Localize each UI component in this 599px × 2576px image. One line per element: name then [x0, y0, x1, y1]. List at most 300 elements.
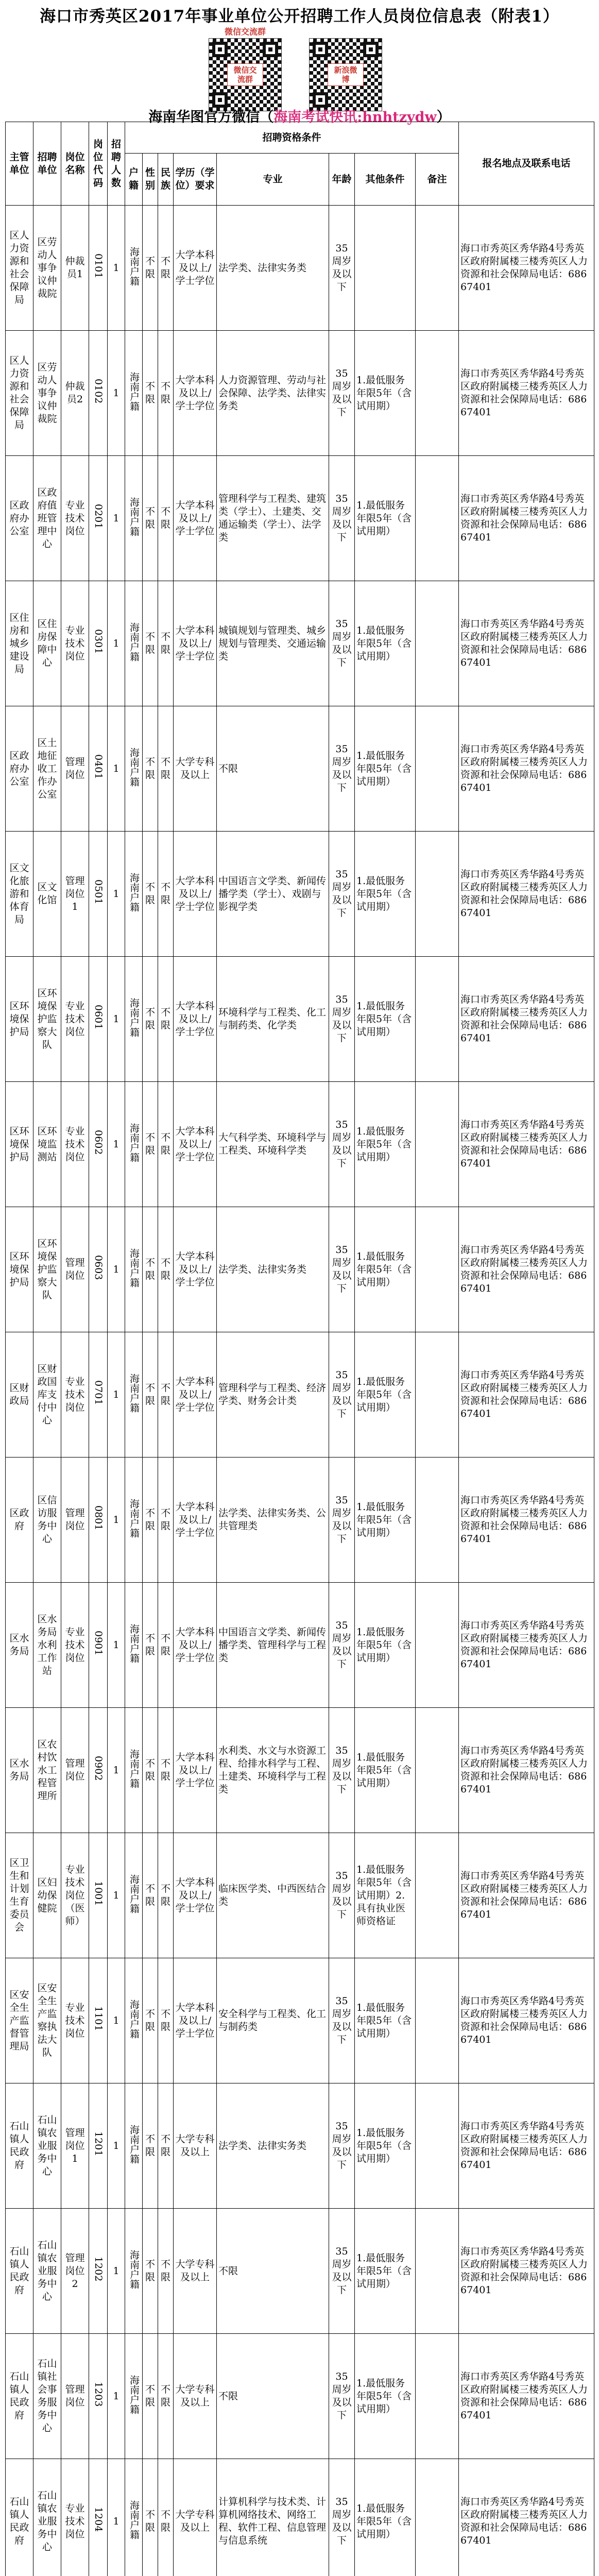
row-ethnicity: 不限: [158, 706, 174, 832]
row-hiring-unit: 石山镇农业服务中心: [33, 2459, 61, 2576]
row-age: 35周岁及以下: [329, 706, 355, 832]
row-code: [89, 2459, 108, 2576]
row-position: 仲裁员2: [61, 331, 89, 456]
row-major: 管理科学与工程类、经济学类、财务会计类: [217, 1332, 329, 1458]
row-major: 中国语言文学类、新闻传播学类、管理科学与工程类: [217, 1583, 329, 1708]
row-unit: 区卫生和计划生育委员会: [6, 1833, 33, 1958]
row-other: 1.最低服务年限5年（含试用期）: [355, 1958, 416, 2083]
row-hukou-text: 海南户籍: [128, 997, 140, 1037]
row-education: 大学本科及以上/学士学位: [174, 1708, 217, 1833]
row-other: 1.最低服务年限5年（含试用期）: [355, 2459, 416, 2576]
row-age: 35周岁及以下: [329, 1583, 355, 1708]
row-position: 专业技术岗位: [61, 2459, 89, 2576]
row-count: 1: [108, 832, 125, 957]
row-count: 1: [108, 581, 125, 706]
row-remark: [416, 706, 459, 832]
row-education: 大学本科及以上/学士学位: [174, 206, 217, 331]
table-row: [6, 2083, 594, 2209]
row-age: 35周岁及以下: [329, 2459, 355, 2576]
row-code-text: 0701: [93, 1380, 104, 1405]
row-remark: [416, 456, 459, 581]
row-major: 管理科学与工程类、建筑类（学士）、土建类、交通运输类（学士）、法学类: [217, 456, 329, 581]
row-position: 管理岗位2: [61, 2209, 89, 2334]
row-remark: [416, 1082, 459, 1207]
col-gender: 性别: [143, 154, 158, 206]
row-count: 1: [108, 1583, 125, 1708]
col-hukou: 户籍: [125, 154, 143, 206]
col-count: 招聘人数: [108, 122, 125, 206]
row-unit: 区人力资源和社会保障局: [6, 331, 33, 456]
table-row: [6, 1082, 594, 1207]
row-hukou: [125, 1332, 143, 1458]
table-row: [6, 1958, 594, 2083]
row-code: [89, 1583, 108, 1708]
row-position: 专业技术岗位: [61, 1332, 89, 1458]
row-hukou-text: 海南户籍: [128, 2249, 140, 2289]
row-code-text: 1202: [93, 2257, 104, 2282]
row-code-text: 0601: [93, 1005, 104, 1030]
row-position: 管理岗位: [61, 1207, 89, 1332]
row-code: [89, 1207, 108, 1332]
row-code-text: 1001: [93, 1881, 104, 1906]
row-ethnicity: 不限: [158, 2083, 174, 2209]
wechat-group-qr: [206, 26, 284, 111]
row-location: 海口市秀英区秀华路4号秀英区政府附属楼三楼秀英区人力资源和社会保障局电话：68667401: [459, 456, 594, 581]
row-gender: 不限: [143, 1583, 158, 1708]
row-hukou-text: 海南户籍: [128, 1123, 140, 1162]
row-remark: [416, 1458, 459, 1583]
row-remark: [416, 581, 459, 706]
row-code-text: 1203: [93, 2382, 104, 2407]
row-code-text: 0902: [93, 1756, 104, 1781]
row-hukou: [125, 2083, 143, 2209]
row-gender: 不限: [143, 2209, 158, 2334]
row-hukou-text: 海南户籍: [128, 1248, 140, 1287]
row-remark: [416, 1207, 459, 1332]
row-code-text: 0603: [93, 1255, 104, 1280]
table-row: [6, 1833, 594, 1958]
row-education: 大学本科及以上/学士学位: [174, 1207, 217, 1332]
row-location: 海口市秀英区秀华路4号秀英区政府附属楼三楼秀英区人力资源和社会保障局电话：68667401: [459, 1958, 594, 2083]
row-position: 专业技术岗位: [61, 1082, 89, 1207]
table-row: [6, 331, 594, 456]
table-row: [6, 1583, 594, 1708]
qr-code-icon: [209, 38, 282, 111]
row-count: 1: [108, 1458, 125, 1583]
row-count: 1: [108, 2209, 125, 2334]
col-education: 学历（学位）要求: [174, 154, 217, 206]
row-unit: 区政府办公室: [6, 456, 33, 581]
row-age: 35周岁及以下: [329, 456, 355, 581]
row-major: 安全科学与工程类、化工与制药类: [217, 1958, 329, 2083]
row-other: 1.最低服务年限5年（含试用期）: [355, 1583, 416, 1708]
row-count: 1: [108, 1332, 125, 1458]
qr-code-icon: [309, 38, 382, 111]
row-gender: 不限: [143, 706, 158, 832]
row-other: 1.最低服务年限5年（含试用期）: [355, 2209, 416, 2334]
row-count: 1: [108, 1207, 125, 1332]
row-position: 管理岗位1: [61, 832, 89, 957]
row-code: [89, 2083, 108, 2209]
row-code-text: 1201: [93, 2131, 104, 2157]
row-other: 1.最低服务年限5年（含试用期）: [355, 1708, 416, 1833]
row-hukou: [125, 1833, 143, 1958]
col-conditions-group: 招聘资格条件: [125, 122, 459, 154]
row-major: 临床医学类、中西医结合类: [217, 1833, 329, 1958]
positions-table: [5, 122, 594, 2576]
row-other: 1.最低服务年限5年（含试用期）: [355, 456, 416, 581]
wechat-account-name: 海南考试快讯:hnhtzydw: [273, 109, 437, 125]
row-education: 大学本科及以上/学士学位: [174, 456, 217, 581]
row-hiring-unit: 区政府值班管理中心: [33, 456, 61, 581]
row-age: 35周岁及以下: [329, 2083, 355, 2209]
row-age: 35周岁及以下: [329, 2209, 355, 2334]
row-education: 大学专科及以上: [174, 2334, 217, 2459]
row-hukou-text: 海南户籍: [128, 2500, 140, 2539]
row-hiring-unit: 区信访服务中心: [33, 1458, 61, 1583]
row-hukou-text: 海南户籍: [128, 497, 140, 536]
row-ethnicity: 不限: [158, 2209, 174, 2334]
row-position: 管理岗位: [61, 1708, 89, 1833]
table-row: [6, 1708, 594, 1833]
row-code: [89, 1958, 108, 2083]
row-unit: 区文化旅游和体育局: [6, 832, 33, 957]
row-other: 1.最低服务年限5年（含试用期）: [355, 2334, 416, 2459]
row-location: 海口市秀英区秀华路4号秀英区政府附属楼三楼秀英区人力资源和社会保障局电话：68667401: [459, 206, 594, 331]
col-age: 年龄: [329, 154, 355, 206]
row-location: 海口市秀英区秀华路4号秀英区政府附属楼三楼秀英区人力资源和社会保障局电话：68667401: [459, 1207, 594, 1332]
row-hukou-text: 海南户籍: [128, 1373, 140, 1413]
row-ethnicity: 不限: [158, 581, 174, 706]
weibo-badge: 新浪微博: [328, 63, 364, 86]
row-unit: 区安全生产监督管理局: [6, 1958, 33, 2083]
row-count: 1: [108, 1082, 125, 1207]
row-code: [89, 832, 108, 957]
row-location: 海口市秀英区秀华路4号秀英区政府附属楼三楼秀英区人力资源和社会保障局电话：68667401: [459, 957, 594, 1082]
row-hukou: [125, 1708, 143, 1833]
row-position: 管理岗位: [61, 1458, 89, 1583]
row-location: 海口市秀英区秀华路4号秀英区政府附属楼三楼秀英区人力资源和社会保障局电话：68667401: [459, 2334, 594, 2459]
row-hukou-text: 海南户籍: [128, 1749, 140, 1788]
row-position: 仲裁员1: [61, 206, 89, 331]
row-code: [89, 206, 108, 331]
row-code: [89, 456, 108, 581]
row-code: [89, 1833, 108, 1958]
row-remark: [416, 331, 459, 456]
row-location: 海口市秀英区秀华路4号秀英区政府附属楼三楼秀英区人力资源和社会保障局电话：68667401: [459, 331, 594, 456]
row-hukou-text: 海南户籍: [128, 2124, 140, 2164]
row-hiring-unit: 区劳动人事争议仲裁院: [33, 206, 61, 331]
row-hukou: [125, 1082, 143, 1207]
row-age: 35周岁及以下: [329, 581, 355, 706]
row-hukou-text: 海南户籍: [128, 1999, 140, 2039]
row-age: 35周岁及以下: [329, 1708, 355, 1833]
row-hiring-unit: 区环境保护监察大队: [33, 1207, 61, 1332]
row-hukou: [125, 581, 143, 706]
row-code-text: 0301: [93, 629, 104, 654]
row-other: 1.最低服务年限5年（含试用期）: [355, 706, 416, 832]
row-position: 专业技术岗位: [61, 957, 89, 1082]
row-hukou: [125, 706, 143, 832]
row-unit: 区水务局: [6, 1708, 33, 1833]
row-education: 大学专科及以上: [174, 2083, 217, 2209]
row-other: 1.最低服务年限5年（含试用期）: [355, 832, 416, 957]
row-gender: 不限: [143, 331, 158, 456]
row-major: 人力资源管理、劳动与社会保障、法学类、法律实务类: [217, 331, 329, 456]
row-hiring-unit: 石山镇社会事务服务中心: [33, 2334, 61, 2459]
wechat-group-caption: 微信交流群: [224, 27, 266, 37]
row-unit: 区财政局: [6, 1332, 33, 1458]
row-count: 1: [108, 957, 125, 1082]
row-code-text: 0602: [93, 1130, 104, 1155]
row-major: 城镇规划与管理类、城乡规划与管理类、交通运输类: [217, 581, 329, 706]
row-count: 1: [108, 206, 125, 331]
row-gender: 不限: [143, 1082, 158, 1207]
col-code: 岗位代码: [89, 122, 108, 206]
row-education: 大学本科及以上/学士学位: [174, 1833, 217, 1958]
row-major: 中国语言文学类、新闻传播学类（学士）、戏剧与影视学类: [217, 832, 329, 957]
row-major: 不限: [217, 2334, 329, 2459]
col-location: 报名地点及联系电话: [459, 122, 594, 206]
row-code: [89, 331, 108, 456]
row-age: 35周岁及以下: [329, 2334, 355, 2459]
row-education: 大学本科及以上/学士学位: [174, 1958, 217, 2083]
row-hukou: [125, 2209, 143, 2334]
row-other: 1.最低服务年限5年（含试用期）: [355, 331, 416, 456]
row-ethnicity: 不限: [158, 1708, 174, 1833]
table-row: [6, 706, 594, 832]
row-age: 35周岁及以下: [329, 206, 355, 331]
row-count: 1: [108, 2334, 125, 2459]
row-location: 海口市秀英区秀华路4号秀英区政府附属楼三楼秀英区人力资源和社会保障局电话：68667401: [459, 1332, 594, 1458]
row-hukou: [125, 206, 143, 331]
row-count: 1: [108, 456, 125, 581]
row-other: 1.最低服务年限5年（含试用期）: [355, 957, 416, 1082]
row-remark: [416, 2083, 459, 2209]
row-remark: [416, 1583, 459, 1708]
weibo-qr: [306, 26, 385, 111]
row-age: 35周岁及以下: [329, 1207, 355, 1332]
row-unit: 区环境保护局: [6, 1082, 33, 1207]
table-row: [6, 581, 594, 706]
row-unit: 石山镇人民政府: [6, 2209, 33, 2334]
table-row: [6, 832, 594, 957]
row-ethnicity: 不限: [158, 2459, 174, 2576]
row-ethnicity: 不限: [158, 957, 174, 1082]
row-major: 计算机科学与技术类、计算机网络技术、网络工程、软件工程、信息管理与信息系统: [217, 2459, 329, 2576]
row-ethnicity: 不限: [158, 1207, 174, 1332]
row-unit: 区环境保护局: [6, 1207, 33, 1332]
row-code: [89, 1458, 108, 1583]
row-remark: [416, 1708, 459, 1833]
row-ethnicity: 不限: [158, 2334, 174, 2459]
row-code-text: 0101: [93, 253, 104, 279]
document-title: 海口市秀英区2017年事业单位公开招聘工作人员岗位信息表（附表1）: [40, 7, 559, 26]
row-gender: 不限: [143, 581, 158, 706]
row-hukou-text: 海南户籍: [128, 2375, 140, 2414]
wechat-group-badge: 微信交流群: [227, 63, 263, 86]
row-code: [89, 957, 108, 1082]
row-position: 专业技术岗位: [61, 581, 89, 706]
row-location: 海口市秀英区秀华路4号秀英区政府附属楼三楼秀英区人力资源和社会保障局电话：68667401: [459, 1458, 594, 1583]
row-hukou-text: 海南户籍: [128, 622, 140, 662]
row-gender: 不限: [143, 2459, 158, 2576]
row-position: 专业技术岗位: [61, 1583, 89, 1708]
row-hiring-unit: 区住房保障中心: [33, 581, 61, 706]
row-unit: 区人力资源和社会保障局: [6, 206, 33, 331]
row-unit: 石山镇人民政府: [6, 2334, 33, 2459]
row-location: 海口市秀英区秀华路4号秀英区政府附属楼三楼秀英区人力资源和社会保障局电话：68667401: [459, 1082, 594, 1207]
row-education: 大学本科及以上/学士学位: [174, 1082, 217, 1207]
row-hukou-text: 海南户籍: [128, 1623, 140, 1663]
row-hukou: [125, 331, 143, 456]
row-remark: [416, 2209, 459, 2334]
document-page: [5, 0, 594, 2576]
row-age: 35周岁及以下: [329, 957, 355, 1082]
row-gender: 不限: [143, 1708, 158, 1833]
table-row: [6, 456, 594, 581]
row-unit: 区政府办公室: [6, 706, 33, 832]
row-unit: 石山镇人民政府: [6, 2083, 33, 2209]
row-hukou-text: 海南户籍: [128, 872, 140, 912]
row-education: 大学本科及以上/学士学位: [174, 581, 217, 706]
row-code: [89, 1708, 108, 1833]
row-hiring-unit: 区农村饮水工程管理所: [33, 1708, 61, 1833]
row-remark: [416, 2459, 459, 2576]
row-major: 不限: [217, 706, 329, 832]
document-subtitle: 海南华图官方微信（海南考试快讯:hnhtzydw）: [148, 109, 451, 125]
row-other: 1.最低服务年限5年（含试用期）: [355, 1082, 416, 1207]
row-age: 35周岁及以下: [329, 331, 355, 456]
row-gender: 不限: [143, 832, 158, 957]
row-code: [89, 581, 108, 706]
row-ethnicity: 不限: [158, 1958, 174, 2083]
row-hukou-text: 海南户籍: [128, 747, 140, 787]
row-hiring-unit: 区水务局水利工作站: [33, 1583, 61, 1708]
row-hukou: [125, 1958, 143, 2083]
row-remark: [416, 206, 459, 331]
row-other: 1.最低服务年限5年（含试用期）2.具有执业医师资格证: [355, 1833, 416, 1958]
row-location: 海口市秀英区秀华路4号秀英区政府附属楼三楼秀英区人力资源和社会保障局电话：68667401: [459, 832, 594, 957]
row-other: 1.最低服务年限5年（含试用期）: [355, 2083, 416, 2209]
col-position: 岗位名称: [61, 122, 89, 206]
row-hukou: [125, 2334, 143, 2459]
row-hukou-text: 海南户籍: [128, 371, 140, 411]
table-row: [6, 1332, 594, 1458]
row-gender: 不限: [143, 2083, 158, 2209]
row-remark: [416, 1332, 459, 1458]
row-code: [89, 1332, 108, 1458]
row-remark: [416, 832, 459, 957]
col-major: 专业: [217, 154, 329, 206]
table-row: [6, 2459, 594, 2576]
row-count: 1: [108, 706, 125, 832]
row-ethnicity: 不限: [158, 1833, 174, 1958]
col-unit: 主管单位: [6, 122, 33, 206]
row-unit: 石山镇人民政府: [6, 2459, 33, 2576]
row-unit: 区环境保护局: [6, 957, 33, 1082]
row-unit: 区住房和城乡建设局: [6, 581, 33, 706]
row-ethnicity: 不限: [158, 1583, 174, 1708]
row-education: 大学本科及以上/学士学位: [174, 1583, 217, 1708]
row-age: 35周岁及以下: [329, 1458, 355, 1583]
row-education: 大学专科及以上: [174, 2209, 217, 2334]
row-location: 海口市秀英区秀华路4号秀英区政府附属楼三楼秀英区人力资源和社会保障局电话：68667401: [459, 1708, 594, 1833]
row-hukou: [125, 1207, 143, 1332]
row-hiring-unit: 区文化馆: [33, 832, 61, 957]
table-row: [6, 2334, 594, 2459]
row-location: 海口市秀英区秀华路4号秀英区政府附属楼三楼秀英区人力资源和社会保障局电话：68667401: [459, 2459, 594, 2576]
row-education: 大学本科及以上/学士学位: [174, 1332, 217, 1458]
row-gender: 不限: [143, 957, 158, 1082]
row-code: [89, 2209, 108, 2334]
row-hukou: [125, 957, 143, 1082]
row-position: 专业技术岗位（医师）: [61, 1833, 89, 1958]
row-unit: 区政府: [6, 1458, 33, 1583]
row-hiring-unit: 区环境监测站: [33, 1082, 61, 1207]
row-other: 1.最低服务年限5年（含试用期）: [355, 1207, 416, 1332]
row-position: 专业技术岗位: [61, 1958, 89, 2083]
row-major: 环境科学与工程类、化工与制药类、化学类: [217, 957, 329, 1082]
col-ethnicity: 民族: [158, 154, 174, 206]
col-remark: 备注: [416, 154, 459, 206]
row-position: 管理岗位1: [61, 2083, 89, 2209]
row-gender: 不限: [143, 1458, 158, 1583]
row-major: 不限: [217, 2209, 329, 2334]
row-count: 1: [108, 1708, 125, 1833]
row-hiring-unit: 石山镇农业服务中心: [33, 2209, 61, 2334]
col-other: 其他条件: [355, 154, 416, 206]
table-row: [6, 957, 594, 1082]
row-code: [89, 1082, 108, 1207]
row-education: 大学本科及以上/学士学位: [174, 832, 217, 957]
row-code: [89, 2334, 108, 2459]
row-hiring-unit: 区安全生产监察执法大队: [33, 1958, 61, 2083]
row-other: 1.最低服务年限5年（含试用期）: [355, 1458, 416, 1583]
row-education: 大学本科及以上/学士学位: [174, 957, 217, 1082]
row-hukou: [125, 2459, 143, 2576]
row-hukou: [125, 832, 143, 957]
row-position: 管理岗位: [61, 706, 89, 832]
row-other: [355, 206, 416, 331]
row-hukou-text: 海南户籍: [128, 246, 140, 286]
row-count: 1: [108, 331, 125, 456]
row-remark: [416, 2334, 459, 2459]
row-ethnicity: 不限: [158, 1082, 174, 1207]
row-age: 35周岁及以下: [329, 1332, 355, 1458]
row-ethnicity: 不限: [158, 331, 174, 456]
row-code-text: 1204: [93, 2507, 104, 2532]
row-hukou-text: 海南户籍: [128, 1874, 140, 1913]
row-ethnicity: 不限: [158, 456, 174, 581]
row-position: 管理岗位: [61, 2334, 89, 2459]
row-code-text: 0401: [93, 754, 104, 779]
row-gender: 不限: [143, 2334, 158, 2459]
row-age: 35周岁及以下: [329, 1082, 355, 1207]
row-hiring-unit: 区环境保护监察大队: [33, 957, 61, 1082]
row-code-text: 0102: [93, 379, 104, 404]
row-age: 35周岁及以下: [329, 832, 355, 957]
row-location: 海口市秀英区秀华路4号秀英区政府附属楼三楼秀英区人力资源和社会保障局电话：68667401: [459, 706, 594, 832]
row-hukou: [125, 1458, 143, 1583]
document-header: [5, 0, 594, 125]
row-hiring-unit: 区劳动人事争议仲裁院: [33, 331, 61, 456]
row-major: 法学类、法律实务类: [217, 206, 329, 331]
row-education: 大学专科及以上: [174, 2459, 217, 2576]
row-ethnicity: 不限: [158, 832, 174, 957]
row-position: 专业技术岗位: [61, 456, 89, 581]
row-unit: 区水务局: [6, 1583, 33, 1708]
